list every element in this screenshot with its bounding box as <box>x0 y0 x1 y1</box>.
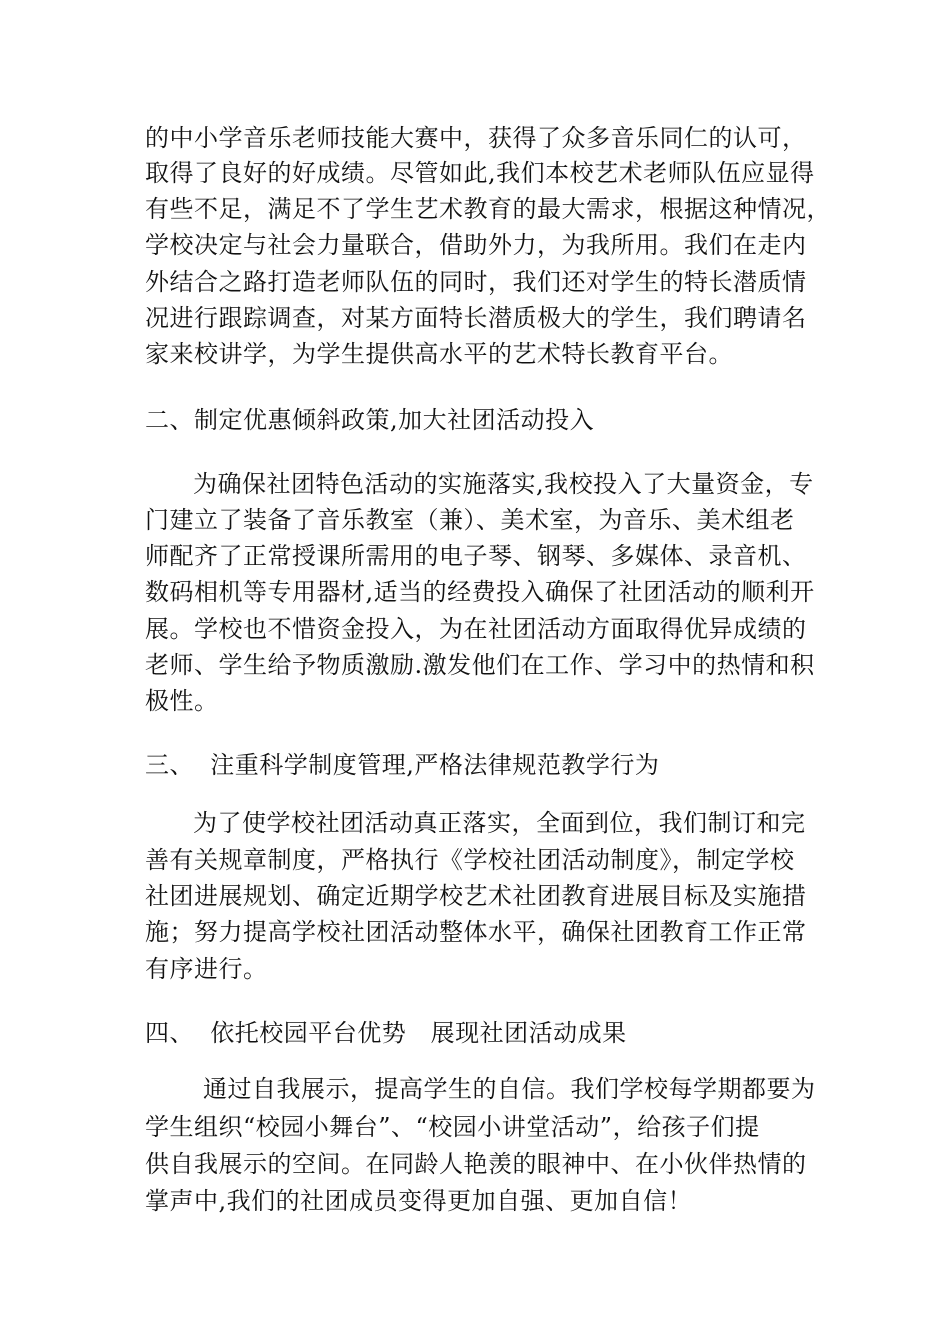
section-heading-4: 四、 依托校园平台优势 展现社团活动成果 <box>145 1019 627 1047</box>
paragraph-1-line-6: 况进行跟踪调查，对某方面特长潜质极大的学生，我们聘请名 <box>145 304 807 332</box>
paragraph-2-line-2: 门建立了装备了音乐教室（兼）、美术室，为音乐、美术组老 <box>145 506 795 534</box>
paragraph-2-line-7: 极性。 <box>145 687 219 715</box>
paragraph-4-line-3: 供自我展示的空间。在同龄人艳羡的眼神中、在小伙伴热情的 <box>145 1150 807 1178</box>
paragraph-3-line-2: 善有关规章制度，严格执行《学校社团活动制度》，制定学校 <box>145 846 795 874</box>
paragraph-2-line-1: 为确保社团特色活动的实施落实,我校投入了大量资金，专 <box>193 470 814 498</box>
section-heading-3: 三、 注重科学制度管理,严格法律规范教学行为 <box>145 751 660 779</box>
paragraph-1-line-5: 外结合之路打造老师队伍的同时，我们还对学生的特长潜质情 <box>145 268 807 296</box>
paragraph-3-line-1: 为了使学校社团活动真正落实，全面到位，我们制订和完 <box>193 809 806 837</box>
paragraph-4-line-1: 通过自我展示，提高学生的自信。我们学校每学期都要为 <box>203 1075 816 1103</box>
paragraph-2-line-3: 师配齐了正常授课所需用的电子琴、钢琴、多媒体、录音机、 <box>145 542 807 570</box>
paragraph-1-line-2: 取得了良好的好成绩。尽管如此,我们本校艺术老师队伍应显得 <box>145 159 815 187</box>
paragraph-4-line-2: 学生组织“校园小舞台”、“校园小讲堂活动”，给孩子们提 <box>145 1113 760 1141</box>
paragraph-4-line-4: 掌声中,我们的社团成员变得更加自强、更加自信！ <box>145 1187 693 1215</box>
paragraph-1-line-3: 有些不足，满足不了学生艺术教育的最大需求，根据这种情况， <box>145 195 831 223</box>
paragraph-1-line-1: 的中小学音乐老师技能大赛中，获得了众多音乐同仁的认可， <box>145 124 807 152</box>
paragraph-3-line-3: 社团进展规划、确定近期学校艺术社团教育进展目标及实施措 <box>145 882 807 910</box>
paragraph-1-line-7: 家来校讲学，为学生提供高水平的艺术特长教育平台。 <box>145 340 733 368</box>
paragraph-3-line-5: 有序进行。 <box>145 955 268 983</box>
paragraph-2-line-4: 数码相机等专用器材,适当的经费投入确保了社团活动的顺利开 <box>145 578 815 606</box>
paragraph-2-line-5: 展。学校也不惜资金投入，为在社团活动方面取得优异成绩的 <box>145 615 807 643</box>
section-heading-2: 二、制定优惠倾斜政策,加大社团活动投入 <box>145 406 595 434</box>
paragraph-1-line-4: 学校决定与社会力量联合，借助外力，为我所用。我们在走内 <box>145 231 807 259</box>
paragraph-3-line-4: 施；努力提高学校社团活动整体水平，确保社团教育工作正常 <box>145 918 807 946</box>
paragraph-2-line-6: 老师、学生给予物质激励.激发他们在工作、学习中的热情和积 <box>145 651 815 679</box>
